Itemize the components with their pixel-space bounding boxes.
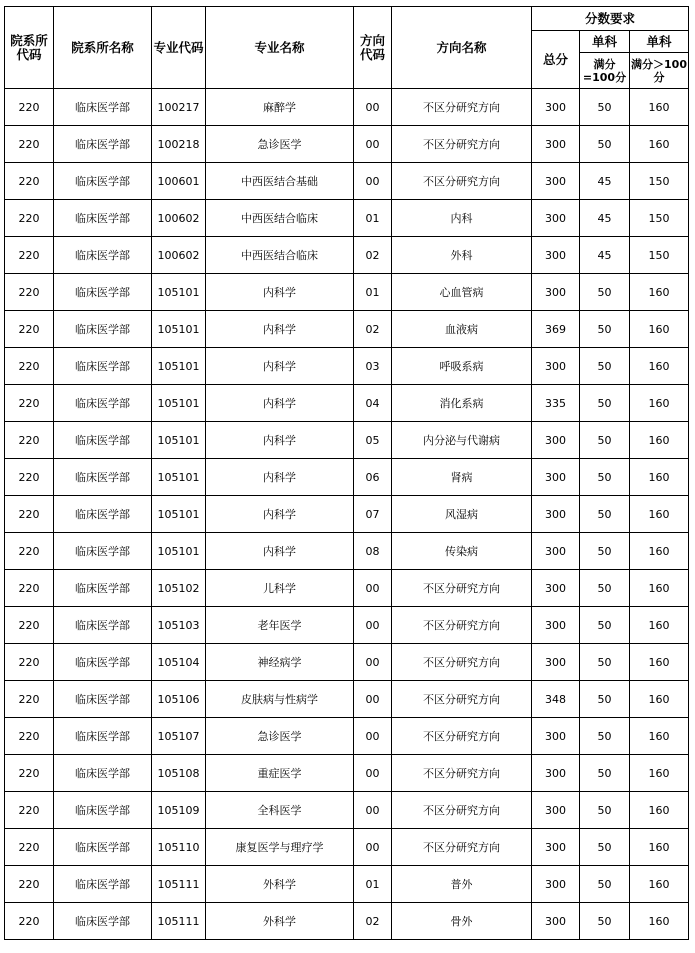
cell-dept-name: 临床医学部 (54, 126, 152, 163)
cell-direction-name: 内科 (392, 200, 532, 237)
cell-major-code: 105106 (152, 681, 206, 718)
header-single-subject-1: 单科 (580, 31, 630, 53)
cell-direction-code: 01 (354, 866, 392, 903)
cell-direction-code: 02 (354, 237, 392, 274)
cell-direction-name: 血液病 (392, 311, 532, 348)
cell-dept-name: 临床医学部 (54, 792, 152, 829)
cell-direction-name: 不区分研究方向 (392, 792, 532, 829)
header-major-name: 专业名称 (206, 7, 354, 89)
cell-dept-name: 临床医学部 (54, 829, 152, 866)
header-direction-name: 方向名称 (392, 7, 532, 89)
cell-dept-name: 临床医学部 (54, 200, 152, 237)
cell-single-subject-100: 50 (580, 496, 630, 533)
table-row (5, 422, 689, 459)
cell-major-code: 105111 (152, 866, 206, 903)
cell-single-subject-over-100: 160 (630, 533, 689, 570)
table-row (5, 163, 689, 200)
cell-direction-code: 00 (354, 607, 392, 644)
header-full-100: 满分=100分 (580, 53, 630, 89)
cell-single-subject-over-100: 150 (630, 163, 689, 200)
cell-dept-code: 220 (5, 163, 54, 200)
cell-direction-code: 02 (354, 311, 392, 348)
cell-total-score: 300 (532, 496, 580, 533)
table-row (5, 496, 689, 533)
cell-major-code: 100217 (152, 89, 206, 126)
cell-single-subject-over-100: 160 (630, 681, 689, 718)
cell-direction-code: 00 (354, 126, 392, 163)
cell-direction-name: 不区分研究方向 (392, 126, 532, 163)
cell-direction-name: 不区分研究方向 (392, 89, 532, 126)
cell-single-subject-over-100: 160 (630, 829, 689, 866)
cell-direction-code: 00 (354, 570, 392, 607)
cell-single-subject-100: 50 (580, 607, 630, 644)
cell-dept-name: 临床医学部 (54, 755, 152, 792)
cell-dept-code: 220 (5, 644, 54, 681)
cell-single-subject-100: 50 (580, 866, 630, 903)
cell-single-subject-100: 50 (580, 89, 630, 126)
cell-single-subject-over-100: 160 (630, 385, 689, 422)
cell-direction-name: 不区分研究方向 (392, 607, 532, 644)
cell-dept-name: 临床医学部 (54, 163, 152, 200)
table-row (5, 126, 689, 163)
cell-dept-name: 临床医学部 (54, 903, 152, 940)
cell-single-subject-over-100: 160 (630, 126, 689, 163)
cell-total-score: 300 (532, 459, 580, 496)
table-row (5, 237, 689, 274)
cell-total-score: 335 (532, 385, 580, 422)
cell-dept-code: 220 (5, 385, 54, 422)
cell-direction-name: 不区分研究方向 (392, 829, 532, 866)
cell-major-code: 105103 (152, 607, 206, 644)
cell-major-code: 105108 (152, 755, 206, 792)
cell-major-code: 105101 (152, 496, 206, 533)
cell-direction-code: 00 (354, 163, 392, 200)
table-row (5, 903, 689, 940)
cell-major-name: 皮肤病与性病学 (206, 681, 354, 718)
cell-direction-name: 心血管病 (392, 274, 532, 311)
cell-direction-code: 00 (354, 792, 392, 829)
cell-dept-name: 临床医学部 (54, 422, 152, 459)
cell-single-subject-over-100: 160 (630, 903, 689, 940)
cell-single-subject-100: 50 (580, 681, 630, 718)
cell-major-code: 105101 (152, 274, 206, 311)
cell-dept-code: 220 (5, 792, 54, 829)
cell-dept-name: 临床医学部 (54, 274, 152, 311)
cell-single-subject-over-100: 160 (630, 311, 689, 348)
cell-total-score: 300 (532, 607, 580, 644)
cell-dept-code: 220 (5, 311, 54, 348)
cell-major-name: 外科学 (206, 866, 354, 903)
cell-dept-code: 220 (5, 829, 54, 866)
cell-direction-name: 不区分研究方向 (392, 570, 532, 607)
cell-single-subject-over-100: 160 (630, 718, 689, 755)
cell-total-score: 300 (532, 348, 580, 385)
cell-total-score: 300 (532, 533, 580, 570)
cell-dept-code: 220 (5, 755, 54, 792)
cell-single-subject-over-100: 160 (630, 607, 689, 644)
cell-total-score: 300 (532, 274, 580, 311)
score-requirements-table (4, 6, 689, 940)
cell-dept-code: 220 (5, 607, 54, 644)
cell-dept-name: 临床医学部 (54, 607, 152, 644)
cell-major-name: 内科学 (206, 348, 354, 385)
header-full-over-100: 满分＞100分 (630, 53, 689, 89)
cell-major-name: 内科学 (206, 311, 354, 348)
cell-single-subject-100: 50 (580, 570, 630, 607)
cell-direction-name: 风湿病 (392, 496, 532, 533)
cell-dept-code: 220 (5, 459, 54, 496)
header-major-code: 专业代码 (152, 7, 206, 89)
cell-direction-name: 呼吸系病 (392, 348, 532, 385)
cell-dept-name: 临床医学部 (54, 237, 152, 274)
cell-single-subject-100: 50 (580, 903, 630, 940)
cell-total-score: 300 (532, 718, 580, 755)
cell-dept-code: 220 (5, 348, 54, 385)
cell-major-name: 老年医学 (206, 607, 354, 644)
cell-direction-name: 不区分研究方向 (392, 644, 532, 681)
cell-major-code: 105111 (152, 903, 206, 940)
cell-total-score: 300 (532, 829, 580, 866)
cell-dept-code: 220 (5, 866, 54, 903)
cell-single-subject-100: 50 (580, 311, 630, 348)
cell-major-name: 全科医学 (206, 792, 354, 829)
cell-dept-name: 临床医学部 (54, 533, 152, 570)
cell-direction-name: 外科 (392, 237, 532, 274)
cell-major-name: 内科学 (206, 459, 354, 496)
cell-major-name: 急诊医学 (206, 126, 354, 163)
cell-total-score: 369 (532, 311, 580, 348)
cell-direction-name: 不区分研究方向 (392, 163, 532, 200)
cell-total-score: 300 (532, 792, 580, 829)
cell-direction-code: 00 (354, 829, 392, 866)
cell-total-score: 300 (532, 163, 580, 200)
cell-single-subject-over-100: 160 (630, 459, 689, 496)
cell-single-subject-over-100: 160 (630, 274, 689, 311)
cell-single-subject-over-100: 160 (630, 570, 689, 607)
score-requirements-sheet (4, 6, 689, 940)
cell-major-code: 105101 (152, 422, 206, 459)
cell-major-code: 100602 (152, 200, 206, 237)
cell-major-name: 内科学 (206, 533, 354, 570)
cell-single-subject-100: 50 (580, 126, 630, 163)
cell-single-subject-100: 50 (580, 829, 630, 866)
cell-direction-code: 08 (354, 533, 392, 570)
cell-direction-code: 02 (354, 903, 392, 940)
cell-dept-code: 220 (5, 126, 54, 163)
cell-total-score: 300 (532, 570, 580, 607)
cell-single-subject-100: 50 (580, 755, 630, 792)
cell-dept-name: 临床医学部 (54, 459, 152, 496)
cell-major-code: 105101 (152, 348, 206, 385)
header-total-score: 总分 (532, 31, 580, 89)
cell-major-name: 儿科学 (206, 570, 354, 607)
cell-major-code: 105110 (152, 829, 206, 866)
cell-dept-code: 220 (5, 274, 54, 311)
cell-dept-code: 220 (5, 533, 54, 570)
table-row (5, 607, 689, 644)
cell-major-name: 中西医结合临床 (206, 200, 354, 237)
cell-total-score: 300 (532, 237, 580, 274)
cell-major-name: 急诊医学 (206, 718, 354, 755)
cell-major-name: 外科学 (206, 903, 354, 940)
cell-total-score: 300 (532, 755, 580, 792)
cell-single-subject-100: 50 (580, 348, 630, 385)
cell-direction-code: 00 (354, 681, 392, 718)
table-row (5, 459, 689, 496)
cell-major-name: 内科学 (206, 385, 354, 422)
cell-single-subject-100: 50 (580, 792, 630, 829)
cell-major-name: 重症医学 (206, 755, 354, 792)
cell-major-code: 100602 (152, 237, 206, 274)
header-single-subject-2: 单科 (630, 31, 689, 53)
cell-major-code: 100218 (152, 126, 206, 163)
cell-dept-code: 220 (5, 570, 54, 607)
cell-direction-name: 内分泌与代谢病 (392, 422, 532, 459)
cell-major-code: 105104 (152, 644, 206, 681)
cell-major-name: 内科学 (206, 274, 354, 311)
cell-single-subject-100: 50 (580, 274, 630, 311)
cell-single-subject-over-100: 160 (630, 866, 689, 903)
cell-direction-code: 00 (354, 89, 392, 126)
table-row (5, 718, 689, 755)
cell-single-subject-over-100: 160 (630, 89, 689, 126)
cell-direction-name: 普外 (392, 866, 532, 903)
cell-single-subject-100: 50 (580, 459, 630, 496)
cell-total-score: 300 (532, 422, 580, 459)
cell-single-subject-100: 50 (580, 533, 630, 570)
cell-total-score: 300 (532, 866, 580, 903)
table-row (5, 755, 689, 792)
cell-direction-name: 消化系病 (392, 385, 532, 422)
cell-single-subject-100: 45 (580, 237, 630, 274)
table-row (5, 348, 689, 385)
cell-direction-code: 00 (354, 755, 392, 792)
header-dept-code: 院系所代码 (5, 7, 54, 89)
header-score-requirement: 分数要求 (532, 7, 689, 31)
cell-dept-name: 临床医学部 (54, 89, 152, 126)
cell-direction-code: 05 (354, 422, 392, 459)
cell-total-score: 300 (532, 89, 580, 126)
cell-single-subject-100: 50 (580, 385, 630, 422)
cell-major-code: 105107 (152, 718, 206, 755)
table-row (5, 200, 689, 237)
header-direction-code: 方向代码 (354, 7, 392, 89)
cell-direction-code: 06 (354, 459, 392, 496)
cell-major-code: 105102 (152, 570, 206, 607)
cell-single-subject-over-100: 160 (630, 348, 689, 385)
cell-dept-code: 220 (5, 200, 54, 237)
cell-single-subject-100: 50 (580, 718, 630, 755)
cell-major-name: 内科学 (206, 496, 354, 533)
cell-dept-name: 临床医学部 (54, 311, 152, 348)
cell-major-name: 中西医结合基础 (206, 163, 354, 200)
cell-single-subject-100: 50 (580, 422, 630, 459)
cell-single-subject-over-100: 160 (630, 755, 689, 792)
cell-dept-name: 临床医学部 (54, 348, 152, 385)
cell-dept-code: 220 (5, 903, 54, 940)
cell-dept-name: 临床医学部 (54, 644, 152, 681)
cell-direction-name: 传染病 (392, 533, 532, 570)
cell-direction-name: 肾病 (392, 459, 532, 496)
cell-dept-code: 220 (5, 718, 54, 755)
cell-dept-name: 临床医学部 (54, 718, 152, 755)
table-row (5, 533, 689, 570)
cell-dept-code: 220 (5, 89, 54, 126)
cell-total-score: 300 (532, 200, 580, 237)
cell-major-code: 100601 (152, 163, 206, 200)
cell-dept-code: 220 (5, 681, 54, 718)
cell-direction-name: 不区分研究方向 (392, 755, 532, 792)
cell-dept-code: 220 (5, 237, 54, 274)
cell-total-score: 348 (532, 681, 580, 718)
cell-dept-name: 临床医学部 (54, 570, 152, 607)
cell-direction-code: 01 (354, 274, 392, 311)
cell-major-name: 康复医学与理疗学 (206, 829, 354, 866)
cell-major-code: 105109 (152, 792, 206, 829)
cell-single-subject-over-100: 160 (630, 644, 689, 681)
cell-dept-name: 临床医学部 (54, 385, 152, 422)
cell-direction-name: 骨外 (392, 903, 532, 940)
cell-direction-code: 00 (354, 718, 392, 755)
cell-direction-code: 07 (354, 496, 392, 533)
cell-single-subject-over-100: 150 (630, 237, 689, 274)
cell-direction-code: 04 (354, 385, 392, 422)
cell-single-subject-100: 50 (580, 644, 630, 681)
header-dept-name: 院系所名称 (54, 7, 152, 89)
table-row (5, 311, 689, 348)
table-body (5, 89, 689, 940)
cell-single-subject-over-100: 160 (630, 792, 689, 829)
table-row (5, 274, 689, 311)
table-row (5, 866, 689, 903)
cell-major-name: 神经病学 (206, 644, 354, 681)
cell-single-subject-100: 45 (580, 200, 630, 237)
cell-major-code: 105101 (152, 533, 206, 570)
cell-single-subject-over-100: 160 (630, 422, 689, 459)
cell-total-score: 300 (532, 644, 580, 681)
cell-dept-name: 临床医学部 (54, 866, 152, 903)
cell-single-subject-over-100: 160 (630, 496, 689, 533)
cell-dept-name: 临床医学部 (54, 496, 152, 533)
table-header (5, 7, 689, 89)
cell-total-score: 300 (532, 126, 580, 163)
cell-dept-name: 临床医学部 (54, 681, 152, 718)
cell-major-name: 麻醉学 (206, 89, 354, 126)
cell-direction-name: 不区分研究方向 (392, 681, 532, 718)
table-row (5, 89, 689, 126)
table-row (5, 681, 689, 718)
cell-dept-code: 220 (5, 496, 54, 533)
cell-total-score: 300 (532, 903, 580, 940)
cell-major-name: 中西医结合临床 (206, 237, 354, 274)
cell-major-code: 105101 (152, 385, 206, 422)
cell-single-subject-over-100: 150 (630, 200, 689, 237)
table-row (5, 829, 689, 866)
cell-major-code: 105101 (152, 311, 206, 348)
cell-direction-code: 03 (354, 348, 392, 385)
cell-single-subject-100: 45 (580, 163, 630, 200)
cell-dept-code: 220 (5, 422, 54, 459)
cell-direction-name: 不区分研究方向 (392, 718, 532, 755)
table-row (5, 570, 689, 607)
cell-direction-code: 01 (354, 200, 392, 237)
table-row (5, 385, 689, 422)
cell-direction-code: 00 (354, 644, 392, 681)
cell-major-name: 内科学 (206, 422, 354, 459)
cell-major-code: 105101 (152, 459, 206, 496)
table-row (5, 792, 689, 829)
table-row (5, 644, 689, 681)
